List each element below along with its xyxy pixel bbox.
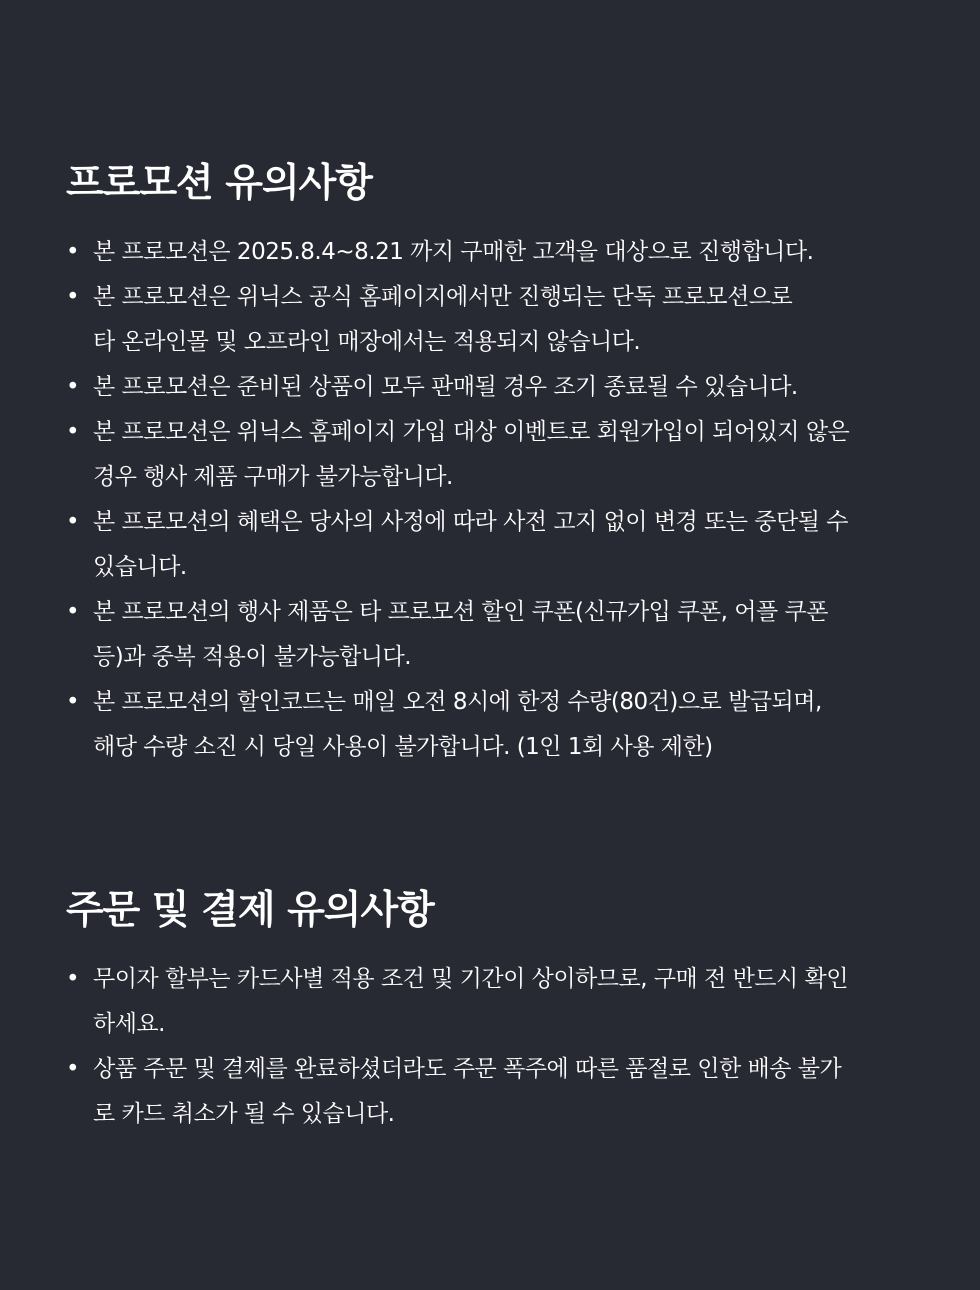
notice-list [66,957,936,1137]
notice-list [66,230,936,770]
bullet-icon: • [66,239,80,265]
list-item [66,957,936,1047]
list-item-line: 무이자 할부는 카드사별 적용 조건 및 기간이 상이하므로, 구매 전 반드시 확인 [93,966,848,992]
list-item-line: 본 프로모션의 행사 제품은 타 프로모션 할인 쿠폰(신규가입 쿠폰, 어플 쿠폰 [93,599,828,625]
list-item-line: 경우 행사 제품 구매가 불가능합니다. [93,464,453,490]
bullet-icon: • [66,284,80,310]
list-item-line: 상품 주문 및 결제를 완료하셨더라도 주문 폭주에 따른 품절로 인한 배송 불가 [93,1056,842,1082]
list-item-line: 본 프로모션의 할인코드는 매일 오전 8시에 한정 수량(80건)으로 발급되며, [93,689,822,715]
list-item-line: 본 프로모션의 혜택은 당사의 사정에 따라 사전 고지 없이 변경 또는 중단될 수 [93,509,848,535]
list-item-line: 본 프로모션은 준비된 상품이 모두 판매될 경우 조기 종료될 수 있습니다. [93,374,798,400]
list-item-line: 등)과 중복 적용이 불가능합니다. [93,644,412,670]
list-item-line: 하세요. [93,1011,165,1037]
bullet-icon: • [66,599,80,625]
list-item [66,500,936,590]
list-item-line: 타 온라인몰 및 오프라인 매장에서는 적용되지 않습니다. [93,329,641,355]
list-item-line: 본 프로모션은 2025.8.4~8.21 까지 구매한 고객을 대상으로 진행합니다. [93,239,814,265]
list-item-line: 있습니다. [93,554,187,580]
list-item [66,275,936,365]
section-title: 주문 및 결제 유의사항 [66,888,434,933]
section-title: 프로모션 유의사항 [66,161,372,206]
list-item-line: 해당 수량 소진 시 당일 사용이 불가합니다. (1인 1회 사용 제한) [93,734,713,760]
bullet-icon: • [66,1056,80,1082]
bullet-icon: • [66,689,80,715]
bullet-icon: • [66,419,80,445]
list-item [66,230,936,275]
promotion-notice-section [66,156,936,770]
list-item-line: 로 카드 취소가 될 수 있습니다. [93,1101,395,1127]
list-item [66,410,936,500]
bullet-icon: • [66,509,80,535]
list-item [66,365,936,410]
list-item-line: 본 프로모션은 위닉스 공식 홈페이지에서만 진행되는 단독 프로모션으로 [93,284,793,310]
list-item [66,1047,936,1137]
bullet-icon: • [66,374,80,400]
list-item-line: 본 프로모션은 위닉스 홈페이지 가입 대상 이벤트로 회원가입이 되어있지 않은 [93,419,850,445]
bullet-icon: • [66,966,80,992]
list-item [66,680,936,770]
list-item [66,590,936,680]
order-payment-notice-section [66,883,936,1137]
